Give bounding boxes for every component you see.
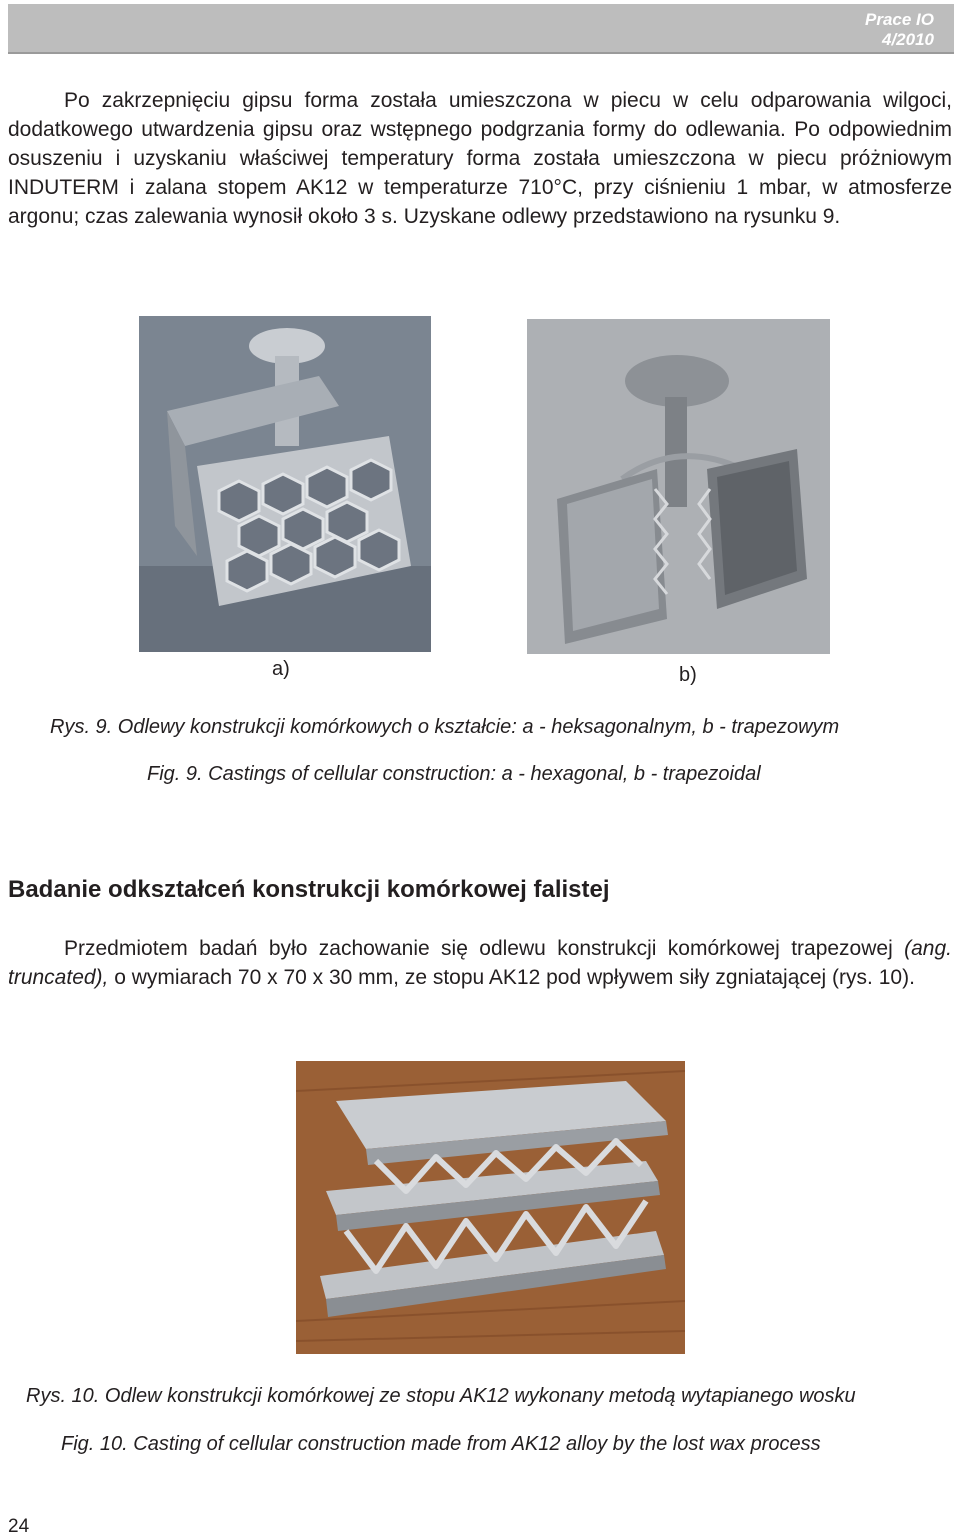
running-header (8, 4, 954, 54)
text-after-italic: o wymiarach 70 x 70 x 30 mm, ze stopu AK12 pod wpływem siły zgniatającej (rys. 10). (108, 966, 915, 989)
figure-9-caption-pl: Rys. 9. Odlewy konstrukcji komórkowych o kształcie: a - heksagonalnym, b - trapezowym (50, 716, 840, 738)
figure-10-caption-pl: Rys. 10. Odlew konstrukcji komórkowej ze stopu AK12 wykonany metodą wytapianego wosku (26, 1385, 856, 1407)
journal-name: Prace IO (865, 10, 934, 29)
figure-10-caption-en: Fig. 10. Casting of cellular construction made from AK12 alloy by the lost wax process (61, 1433, 821, 1455)
journal-info (865, 10, 934, 50)
section-title: Badanie odkształceń konstrukcji komórkowej falistej (8, 876, 610, 903)
text-before-italic: Przedmiotem badań było zachowanie się odlewu konstrukcji komórkowej trapezowej (64, 937, 905, 960)
paragraph-text: Po zakrzepnięciu gipsu forma została umieszczona w piecu w celu odparowania wilgoci, dodatkowego utwardzenia gipsu oraz wstępnego podgrzania formy do odlewania. Po odpowiednim osuszeniu i uzyskaniu właściwej temperatury forma została umieszczona w piecu próżniowym INDUTERM i zalana stopem AK12 w temperaturze 710°C, przy ciśnieniu 1 mbar, w atmosferze argonu; czas zalewania wynosił około 3 s. Uzyskane odlewy przedstawiono na rysunku 9. (8, 89, 952, 228)
journal-issue: 4/2010 (882, 30, 934, 49)
paragraph-research-subject (8, 934, 952, 992)
figure-9b-label: b) (679, 664, 697, 686)
figure-9a-label: a) (272, 658, 290, 680)
figure-10-cellular-casting-photo (296, 1061, 685, 1354)
paragraph-casting-process (8, 86, 952, 231)
figure-9-caption-en: Fig. 9. Castings of cellular construction: a - hexagonal, b - trapezoidal (147, 763, 761, 785)
figure-9a-hexagonal-casting-photo (139, 316, 431, 652)
figure-9b-trapezoidal-casting-photo (527, 319, 830, 654)
paragraph-text (8, 934, 952, 992)
page-number: 24 (8, 1516, 30, 1537)
italic-term: (ang. truncated), (8, 937, 952, 989)
